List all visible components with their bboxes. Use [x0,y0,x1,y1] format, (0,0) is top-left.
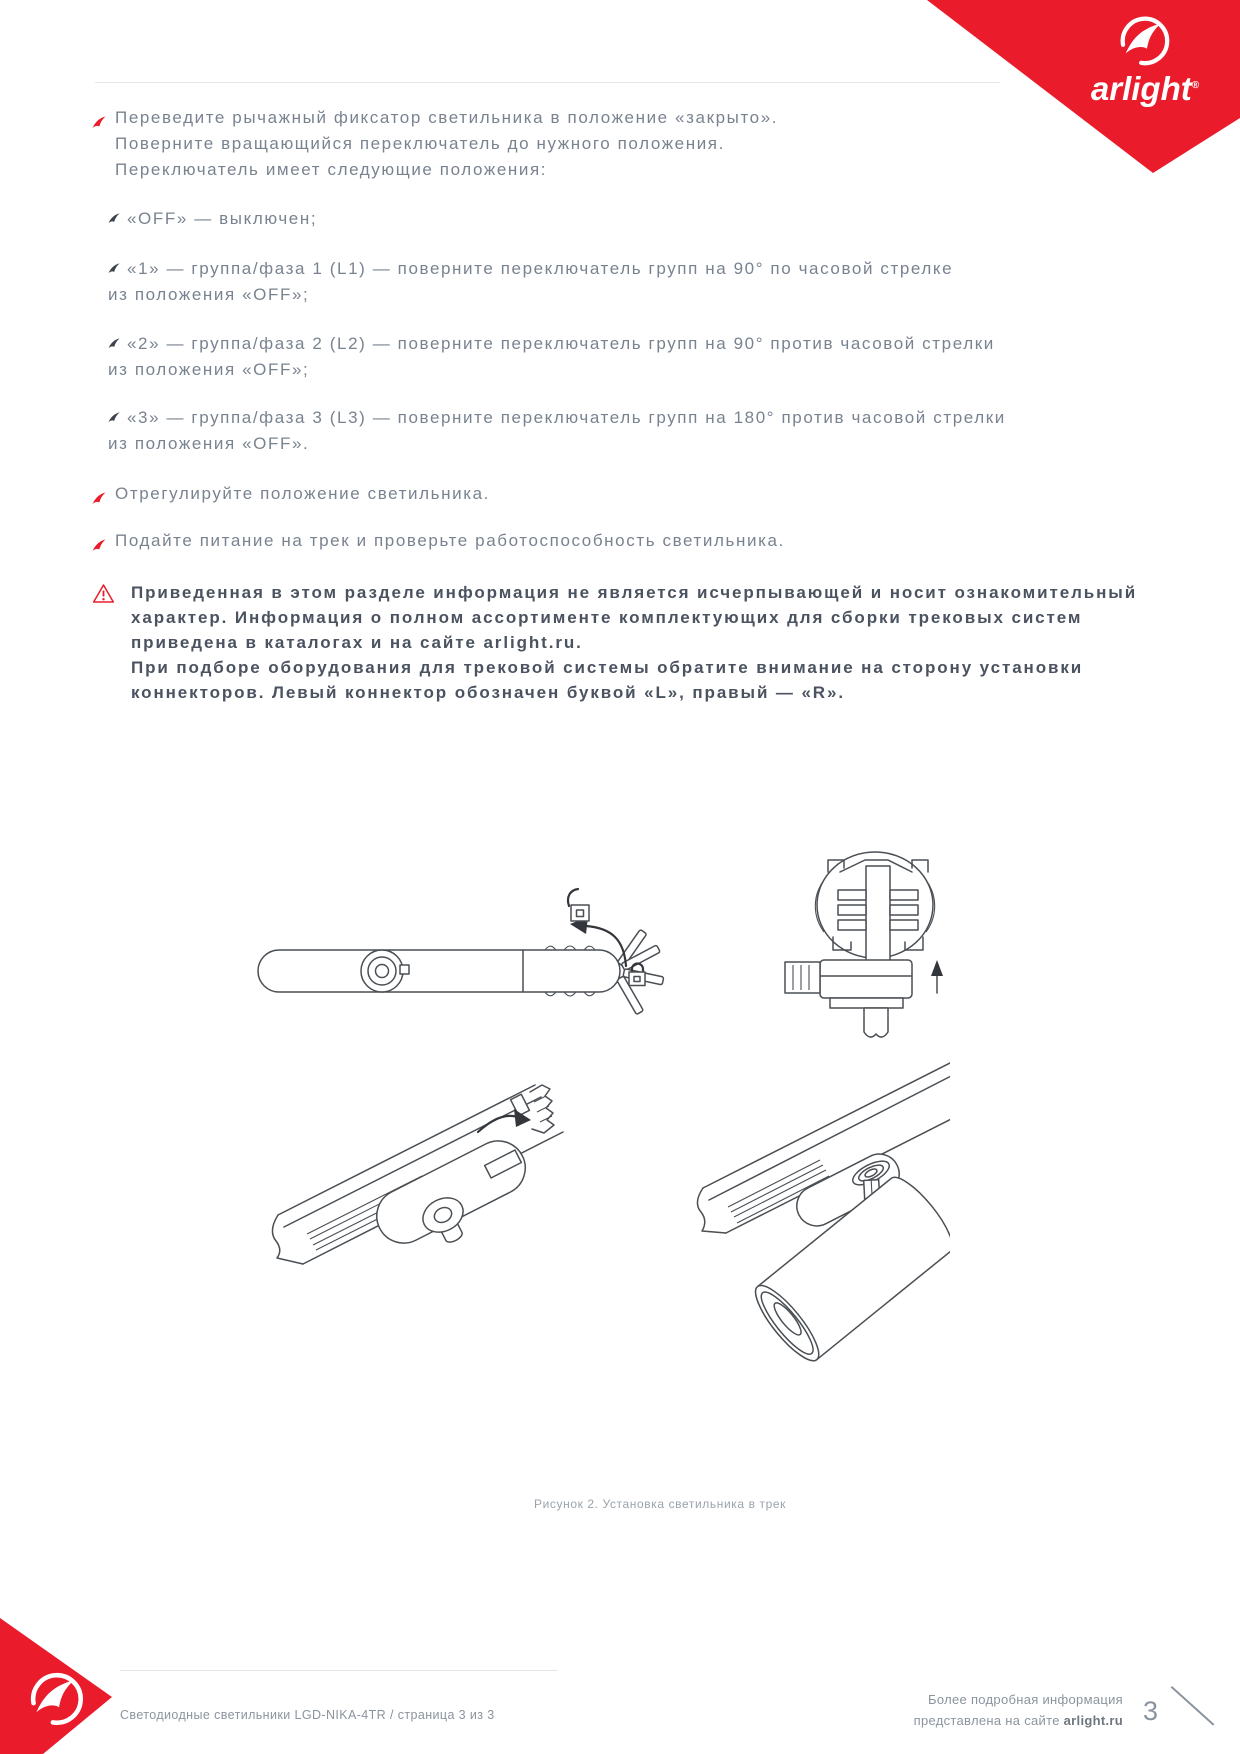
unlock-icon [568,889,589,921]
warning-block [92,580,1137,705]
lock-icon [629,964,645,986]
page-number: 3 [1143,1696,1159,1726]
red-arrow-bullet-icon [92,481,115,513]
list-item-text: Переведите рычажный фиксатор светильника в положение «закрыто». Поверните вращающийся переключатель до нужного положения. Переключатель имеет следующие положения: [115,108,779,179]
dark-arrow-bullet-icon [108,256,120,282]
installation-diagram [220,760,950,1370]
arlight-swoosh-icon-footer [26,1670,88,1726]
dark-arrow-bullet-icon [108,405,120,431]
diagram-spotlight-on-track [697,1062,950,1368]
sub-item-text-cont: из положения «OFF»; [108,285,310,304]
warning-triangle-icon [92,580,131,705]
list-item-text: Отрегулируйте положение светильника. [115,484,491,503]
page-corner-mark [1171,1686,1214,1725]
sub-list-item [108,405,1006,457]
footer-info-line1: Более подробная информация [928,1692,1123,1707]
diagram-adapter-into-track [272,1085,563,1264]
red-arrow-bullet-icon [92,105,115,183]
sub-list-item [108,331,995,383]
list-item [92,105,778,183]
diagram-track-cross-section [785,852,943,1037]
sub-item-text: «2» — группа/фаза 2 (L2) — поверните переключатель групп на 90° против часовой стрелки [127,334,995,353]
list-item [92,481,490,513]
sub-list-item [108,256,953,308]
sub-item-text-cont: из положения «OFF». [108,434,310,453]
red-arrow-bullet-icon [92,528,115,560]
figure-caption: Рисунок 2. Установка светильника в трек [533,1497,786,1511]
sub-item-text-cont: из положения «OFF»; [108,360,310,379]
footer-document-title: Светодиодные светильники LGD-NIKA-4TR / страница 3 из 3 [120,1708,495,1722]
list-item [92,528,785,560]
sub-item-text: «OFF» — выключен; [127,209,318,228]
sub-item-text: «1» — группа/фаза 1 (L1) — поверните переключатель групп на 90° по часовой стрелке [127,259,954,278]
arlight-swoosh-icon [1116,14,1174,66]
warning-text: Приведенная в этом разделе информация не является исчерпывающей и носит ознакомительный характер. Информация о полном ассортименте комплектующих для сборки трековых систем приведена в каталогах и на сайте arlight.ru. При подборе оборудования для трековой системы обратите внимание на сторону установки коннекторов. Левый коннектор обозначен буквой «L», правый — «R». [131,583,1138,702]
figure-track-light-installation [220,760,950,1375]
dark-arrow-bullet-icon [108,206,120,232]
sub-list-item [108,206,317,232]
top-divider [95,82,1000,83]
list-item-text: Подайте питание на трек и проверьте работоспособность светильника. [115,531,785,550]
footer-info [914,1689,1123,1731]
sub-item-text: «3» — группа/фаза 3 (L3) — поверните переключатель групп на 180° против часовой стрелки [127,408,1006,427]
arlight-logo [1070,14,1220,107]
dark-arrow-bullet-icon [108,331,120,357]
logo-wordmark: arlight® [1090,70,1200,107]
footer-site-link[interactable]: arlight.ru [1063,1713,1123,1728]
diagram-side-view-lock-lever [258,889,664,1015]
footer-divider [120,1670,558,1671]
footer-info-line2: представлена на сайте arlight.ru [913,1713,1123,1728]
